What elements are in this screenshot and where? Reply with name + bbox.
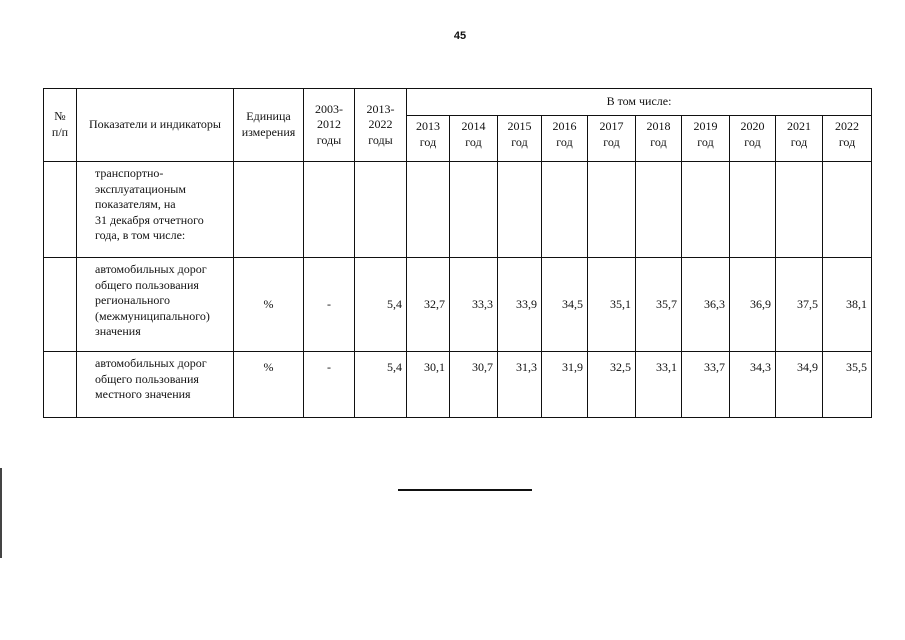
- page-number: 45: [453, 30, 467, 42]
- cell-period2: 5,4: [355, 352, 407, 418]
- cell-num: [44, 162, 77, 258]
- cell-value: 34,5: [542, 258, 588, 352]
- cell-unit: %: [234, 352, 304, 418]
- cell-period1: -: [304, 258, 355, 352]
- cell-value: 37,5: [776, 258, 823, 352]
- header-including: В том числе:: [407, 89, 872, 116]
- cell-num: [44, 258, 77, 352]
- header-period-2003-2012: 2003- 2012 годы: [304, 89, 355, 162]
- cell-value: 30,1: [407, 352, 450, 418]
- cell-value: 36,9: [730, 258, 776, 352]
- table-header: [44, 89, 872, 162]
- header-year: 2014 год: [450, 116, 498, 162]
- header-year: 2019 год: [682, 116, 730, 162]
- scan-margin-line: [0, 468, 2, 558]
- cell-period2: 5,4: [355, 258, 407, 352]
- cell-value: 32,7: [407, 258, 450, 352]
- table-row: [44, 258, 872, 352]
- header-year: 2022 год: [823, 116, 872, 162]
- cell-value: 34,3: [730, 352, 776, 418]
- cell-period1: [304, 162, 355, 258]
- header-num: № п/п: [44, 89, 77, 162]
- cell-value: 38,1: [823, 258, 872, 352]
- cell-indicator: автомобильных дорог общего пользования местного значения: [77, 352, 234, 418]
- header-year: 2013 год: [407, 116, 450, 162]
- cell-indicator: автомобильных дорог общего пользования регионального (межмуниципального) значения: [77, 258, 234, 352]
- table-body: [44, 162, 872, 418]
- cell-period2: [355, 162, 407, 258]
- cell-indicator: транспортно- эксплуатационым показателям, на 31 декабря отчетного года, в том числе:: [77, 162, 234, 258]
- cell-value: [407, 162, 450, 258]
- header-year: 2015 год: [498, 116, 542, 162]
- header-year: 2016 год: [542, 116, 588, 162]
- cell-value: [498, 162, 542, 258]
- cell-unit: %: [234, 258, 304, 352]
- cell-value: [450, 162, 498, 258]
- cell-value: 32,5: [588, 352, 636, 418]
- cell-value: [588, 162, 636, 258]
- cell-num: [44, 352, 77, 418]
- cell-value: 34,9: [776, 352, 823, 418]
- cell-value: [636, 162, 682, 258]
- cell-value: 33,3: [450, 258, 498, 352]
- header-year: 2020 год: [730, 116, 776, 162]
- header-year: 2017 год: [588, 116, 636, 162]
- cell-value: 33,1: [636, 352, 682, 418]
- indicators-table: [43, 88, 872, 418]
- cell-value: 30,7: [450, 352, 498, 418]
- cell-value: [682, 162, 730, 258]
- cell-value: 36,3: [682, 258, 730, 352]
- header-indicator: Показатели и индикаторы: [77, 89, 234, 162]
- cell-unit: [234, 162, 304, 258]
- cell-value: [823, 162, 872, 258]
- table-row: [44, 162, 872, 258]
- cell-value: 35,1: [588, 258, 636, 352]
- header-period-2013-2022: 2013- 2022 годы: [355, 89, 407, 162]
- header-unit: Единица измерения: [234, 89, 304, 162]
- header-year: 2018 год: [636, 116, 682, 162]
- cell-period1: -: [304, 352, 355, 418]
- header-year: 2021 год: [776, 116, 823, 162]
- footer-rule: [398, 489, 532, 491]
- cell-value: [730, 162, 776, 258]
- table-row: [44, 352, 872, 418]
- cell-value: [776, 162, 823, 258]
- cell-value: 33,9: [498, 258, 542, 352]
- cell-value: 35,7: [636, 258, 682, 352]
- cell-value: 35,5: [823, 352, 872, 418]
- cell-value: [542, 162, 588, 258]
- cell-value: 33,7: [682, 352, 730, 418]
- cell-value: 31,3: [498, 352, 542, 418]
- cell-value: 31,9: [542, 352, 588, 418]
